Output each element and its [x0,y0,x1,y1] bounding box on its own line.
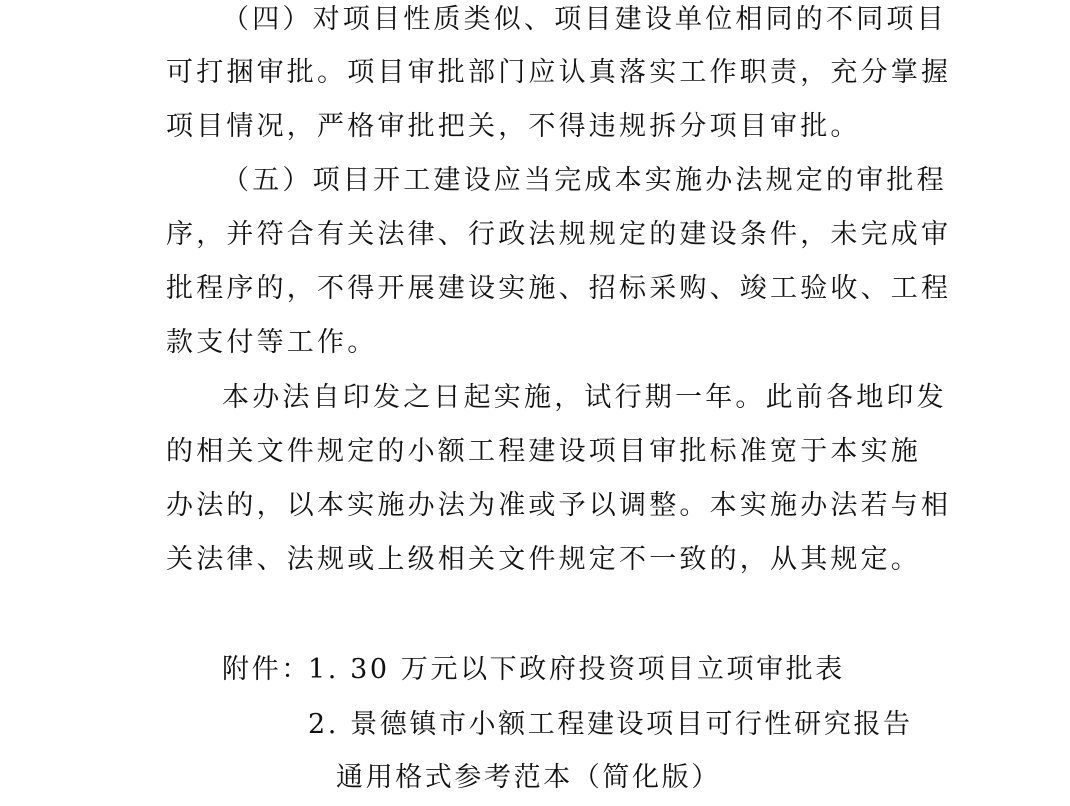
para5-line4: 款支付等工作。 [166,327,378,358]
para4-line1: （四）对项目性质类似、项目建设单位相同的不同项目 [222,4,947,35]
para5-line3: 批程序的，不得开展建设实施、招标采购、竣工验收、工程 [166,273,952,304]
para6-line3: 办法的，以本实施办法为准或予以调整。本实施办法若与相 [166,490,952,521]
attachment-item-2-line2: 通用格式参考范本（简化版） [336,762,721,793]
para6-line4: 关法律、法规或上级相关文件规定不一致的，从其规定。 [166,544,921,575]
para6-line1: 本办法自印发之日起实施，试行期一年。此前各地印发 [222,382,947,413]
para4-line2: 可打捆审批。项目审批部门应认真落实工作职责，充分掌握 [166,57,952,88]
para5-line2: 序，并符合有关法律、行政法规规定的建设条件，未完成审 [166,219,952,250]
attachments-label: 附件： [222,654,311,685]
para5-line1: （五）项目开工建设应当完成本实施办法规定的审批程 [222,165,947,196]
attachment-item-1: 1. 30 万元以下政府投资项目立项审批表 [308,654,845,685]
para4-line3: 项目情况，严格审批把关，不得违规拆分项目审批。 [166,111,861,142]
para6-line2: 的相关文件规定的小额工程建设项目审批标准宽于本实施 [166,436,921,467]
attachment-item-2-line1: 2. 景德镇市小额工程建设项目可行性研究报告 [308,709,913,740]
